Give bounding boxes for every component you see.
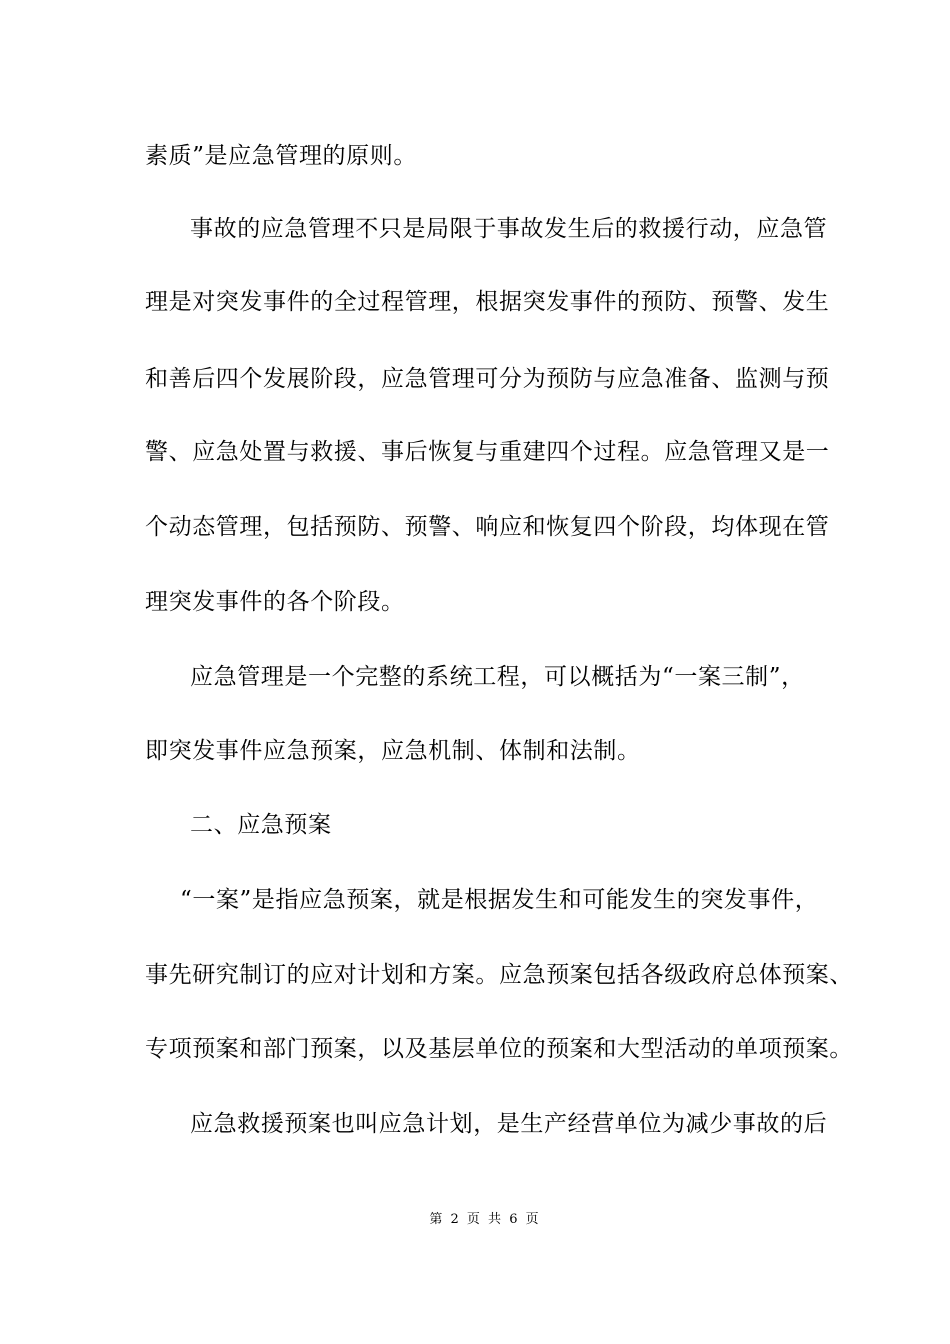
text-line: 事先研究制订的应对计划和方案。应急预案包括各级政府总体预案、: [145, 962, 853, 988]
paragraph-first-line: “一案”是指应急预案，就是根据发生和可能发生的突发事件，: [180, 887, 819, 913]
section-heading: 二、应急预案: [190, 812, 332, 838]
text-line: 即突发事件应急预案，应急机制、体制和法制。: [145, 738, 641, 764]
text-line: 个动态管理，包括预防、预警、响应和恢复四个阶段，均体现在管: [145, 514, 830, 540]
page-number-footer: 第 2 页 共 6 页: [429, 1212, 541, 1227]
text-line: 理是对突发事件的全过程管理，根据突发事件的预防、预警、发生: [145, 289, 830, 315]
text-line: 和善后四个发展阶段，应急管理可分为预防与应急准备、监测与预: [145, 366, 830, 392]
text-line: 警、应急处置与救援、事后恢复与重建四个过程。应急管理又是一: [145, 439, 830, 465]
paragraph-first-line: 应急管理是一个完整的系统工程，可以概括为“一案三制”，: [190, 664, 805, 690]
text-line: 理突发事件的各个阶段。: [145, 589, 405, 615]
paragraph-first-line: 应急救援预案也叫应急计划，是生产经营单位为减少事故的后: [190, 1111, 828, 1137]
text-line: 素质”是应急管理的原则。: [145, 143, 417, 169]
text-line: 专项预案和部门预案，以及基层单位的预案和大型活动的单项预案。: [145, 1036, 853, 1062]
paragraph-first-line: 事故的应急管理不只是局限于事故发生后的救援行动，应急管: [190, 216, 828, 242]
